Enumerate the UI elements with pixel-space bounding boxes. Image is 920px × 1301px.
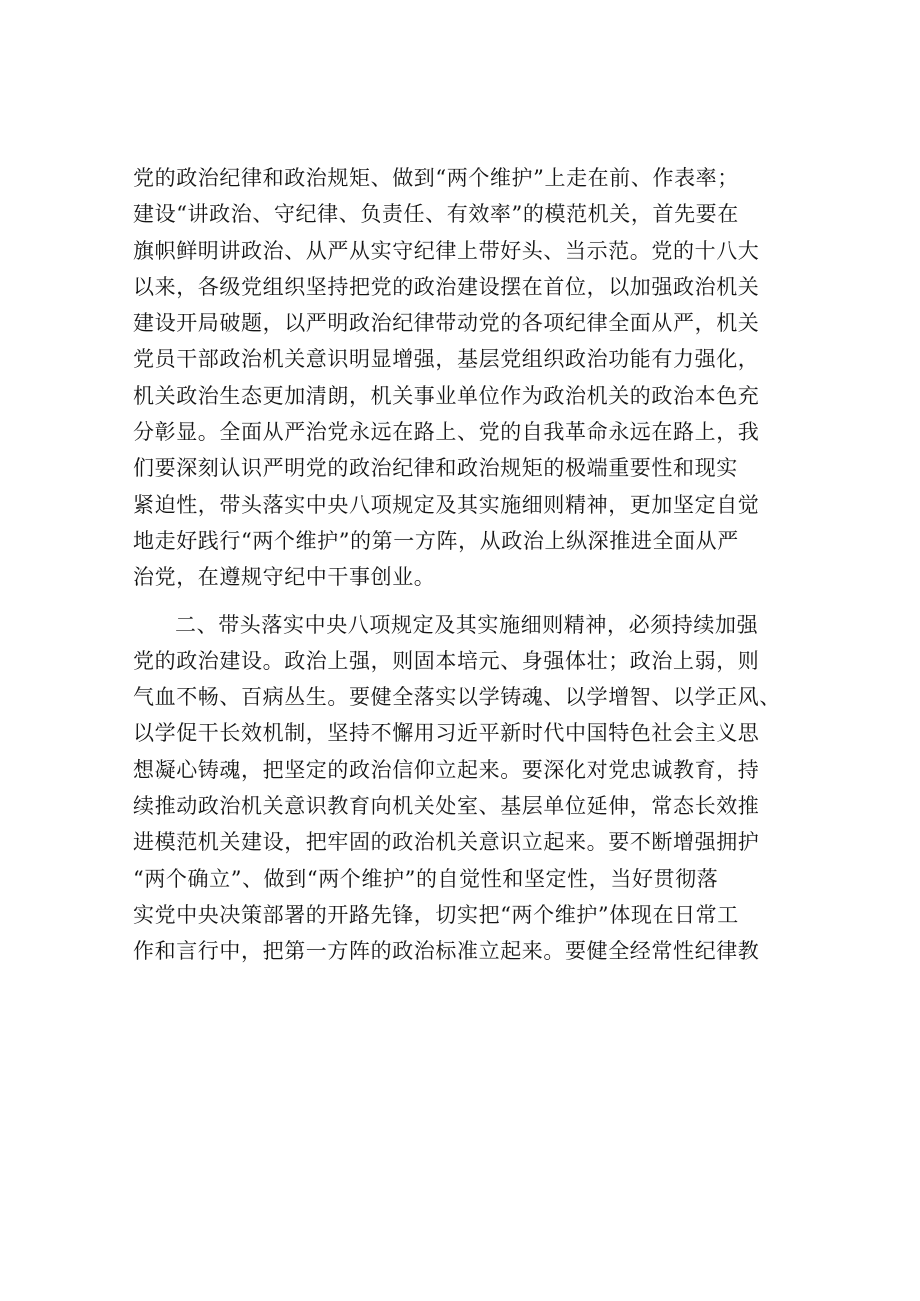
paragraph-line: 机关政治生态更加清朗，机关事业单位作为政治机关的政治本色充	[133, 383, 760, 408]
document-body	[133, 160, 799, 970]
paragraph-line: 治党，在遵规守纪中干事创业。	[133, 565, 436, 590]
paragraph-line: 们要深刻认识严明党的政治纪律和政治规矩的极端重要性和现实	[133, 456, 738, 481]
paragraph-line: 地走好践行“两个维护”的第一方阵，从政治上纵深推进全面从严	[133, 528, 739, 553]
paragraph-line: 进模范机关建设，把牢固的政治机关意识立起来。要不断增强拥护	[133, 830, 760, 855]
paragraph-line: 党员干部政治机关意识明显增强，基层党组织政治功能有力强化，	[133, 347, 760, 372]
paragraph-line: 续推动政治机关意识教育向机关处室、基层单位延伸，常态长效推	[133, 794, 760, 819]
paragraph-line: 实党中央决策部署的开路先锋，切实把“两个维护”体现在日常工	[133, 902, 739, 927]
paragraph-line: 分彰显。全面从严治党永远在路上、党的自我革命永远在路上，我	[133, 420, 760, 445]
paragraph-line: 建设“讲政治、守纪律、负责任、有效率”的模范机关，首先要在	[133, 202, 739, 227]
paragraph-line: 二、带头落实中央八项规定及其实施细则精神，必须持续加强	[175, 612, 759, 637]
paragraph-spacer	[133, 596, 799, 607]
paragraph-1	[133, 160, 799, 596]
paragraph-line: 旗帜鲜明讲政治、从严从实守纪律上带好头、当示范。党的十八大	[133, 238, 760, 263]
paragraph-line: 作和言行中，把第一方阵的政治标准立起来。要健全经常性纪律教	[133, 939, 760, 964]
paragraph-line: 党的政治建设。政治上强，则固本培元、身强体壮；政治上弱，则	[133, 648, 760, 673]
paragraph-line: 建设开局破题，以严明政治纪律带动党的各项纪律全面从严，机关	[133, 311, 760, 336]
paragraph-line: “两个确立”、做到“两个维护”的自觉性和坚定性，当好贯彻落	[133, 866, 719, 891]
paragraph-line: 气血不畅、百病丛生。要健全落实以学铸魂、以学增智、以学正风、	[133, 685, 781, 710]
paragraph-line: 想凝心铸魂，把坚定的政治信仰立起来。要深化对党忠诚教育，持	[133, 757, 760, 782]
paragraph-line: 以来，各级党组织坚持把党的政治建设摆在首位，以加强政治机关	[133, 274, 760, 299]
paragraph-2	[133, 607, 799, 970]
paragraph-line: 紧迫性，带头落实中央八项规定及其实施细则精神，更加坚定自觉	[133, 492, 760, 517]
paragraph-line: 党的政治纪律和政治规矩、做到“两个维护”上走在前、作表率；	[133, 166, 739, 190]
paragraph-line: 以学促干长效机制，坚持不懈用习近平新时代中国特色社会主义思	[133, 721, 760, 746]
